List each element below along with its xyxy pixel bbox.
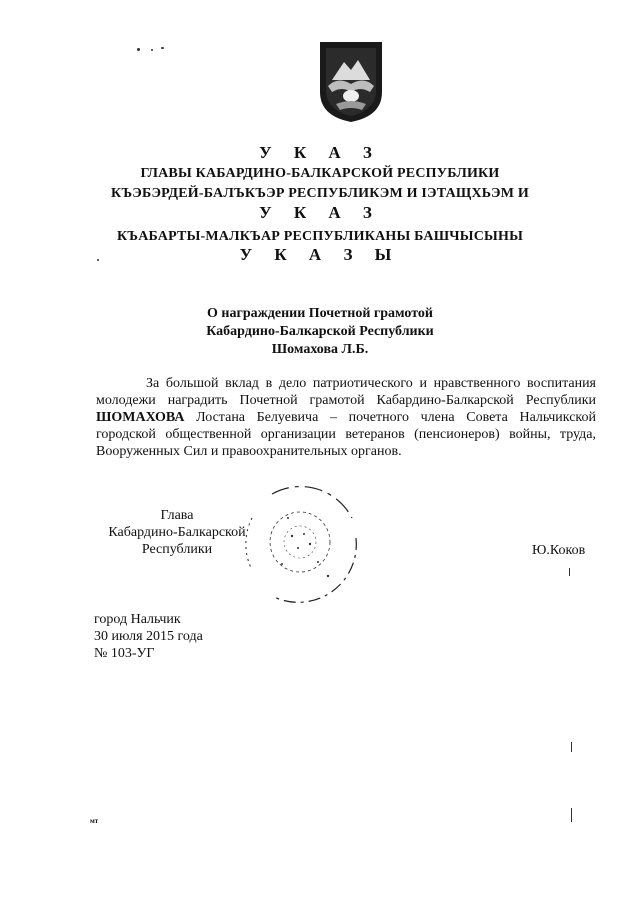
recipient-surname: ШОМАХОВА [96,410,185,425]
body-part-2: Лостана Белуевича – почетного члена Совета Нальчикской городской общественной организации ветеранов (пенсионеров) войны, труда, Вооруженных Сил и правоохранительных органов. [96,410,596,459]
corner-mark: мт [90,817,99,825]
footer-date: 30 июля 2015 года [94,629,203,644]
scan-speck [97,259,99,261]
signatory-name: Ю.Коков [532,543,586,558]
signature-line-1: Глава [160,508,194,523]
ukaz-heading-2: У К А З [259,203,381,222]
decree-footer [94,611,203,662]
coat-of-arms-emblem [318,40,384,124]
footer-number: № 103-УГ [94,646,155,661]
header-line-balkar: КЪАБАРТЫ-МАЛКЪАР РЕСПУБЛИКАНЫ БАШЧЫСЫНЫ [116,229,524,244]
scan-speck [137,48,140,51]
signature-line-3: Республики [141,542,213,557]
scan-speck [151,49,153,51]
footer-city: город Нальчик [94,612,181,627]
header-line-kabardian: КЪЭБЭРДЕЙ-БАЛЪКЪЭР РЕСПУБЛИКЭМ И IЭТАЩХЬЭМ И [111,186,529,201]
body-part-1: За большой вклад в дело патриотического и нравственного воспитания молодежи наградить Почетной грамотой Кабардино-Балкарской Республики [96,376,596,408]
ukaz-heading-3: У К А З Ы [239,245,401,264]
decree-paragraph [96,375,596,460]
title-line-1: О награждении Почетной грамотой [207,306,433,321]
signature-title [96,507,258,558]
decree-title [0,305,640,359]
scan-speck [571,742,572,752]
header-line-russian: ГЛАВЫ КАБАРДИНО-БАЛКАРСКОЙ РЕСПУБЛИКИ [140,166,500,181]
signature-line-2: Кабардино-Балкарской [108,525,246,540]
title-line-3: Шомахова Л.Б. [271,342,369,357]
coat-of-arms-icon [318,40,384,124]
scan-speck [569,568,570,576]
decree-body [96,375,596,460]
scan-speck [571,808,572,822]
title-line-2: Кабардино-Балкарской Республики [206,324,434,339]
scan-speck [161,47,164,49]
ukaz-heading-1: У К А З [259,143,381,162]
